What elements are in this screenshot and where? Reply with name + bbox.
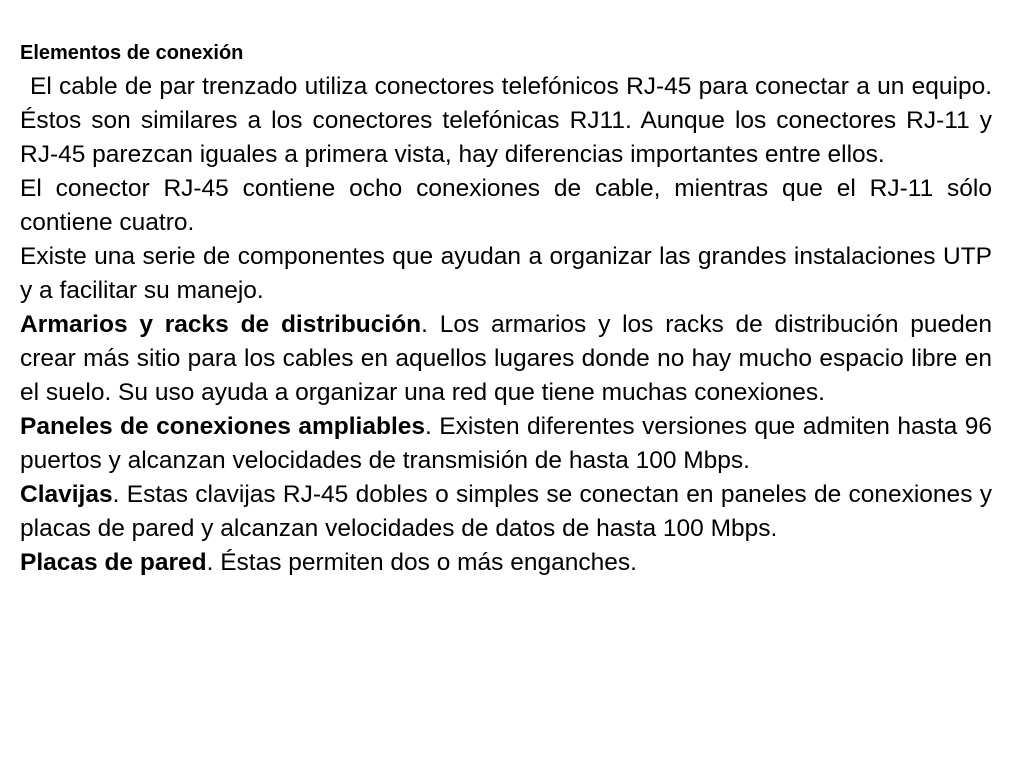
item-armarios-text: . Los armarios y los racks de distribución pueden crear más sitio para los cables en aquellos lugares donde no hay mucho espacio libre en el suelo. Su uso ayuda a organizar una red que tiene muchas conexiones.: [20, 311, 993, 406]
item-placas: [20, 546, 992, 580]
item-clavijas-term: Clavijas: [20, 481, 113, 508]
item-placas-term: Placas de pared: [20, 549, 207, 576]
item-armarios-term: Armarios y racks de distribución: [20, 311, 422, 338]
item-clavijas-text: . Estas clavijas RJ-45 dobles o simples se conectan en paneles de conexiones y placas de pared y alcanzan velocidades de datos de hasta 100 Mbps.: [20, 481, 992, 542]
item-paneles: [20, 410, 992, 478]
item-paneles-term: Paneles de conexiones ampliables: [20, 413, 425, 440]
paragraph-rj45: El conector RJ-45 contiene ocho conexiones de cable, mientras que el RJ-11 sólo contiene cuatro.: [20, 175, 992, 236]
item-paneles-text: . Existen diferentes versiones que admiten hasta 96 puertos y alcanzan velocidades de transmisión de hasta 100 Mbps.: [20, 413, 992, 474]
slide-content: [20, 36, 992, 580]
item-armarios: [20, 308, 992, 410]
section-heading: Elementos de conexión: [20, 42, 244, 64]
paragraph-components: Existe una serie de componentes que ayudan a organizar las grandes instalaciones UTP y a facilitar su manejo.: [20, 243, 992, 304]
item-clavijas: [20, 478, 992, 546]
item-placas-text: . Éstas permiten dos o más enganches.: [206, 549, 637, 576]
paragraph-cable: El cable de par trenzado utiliza conectores telefónicos RJ-45 para conectar a un equipo. Éstos son similares a los conectores telefónicas RJ11. Aunque los conectores RJ-11 y RJ-45 parezcan iguales a primera vista, hay diferencias importantes entre ellos.: [20, 73, 992, 168]
